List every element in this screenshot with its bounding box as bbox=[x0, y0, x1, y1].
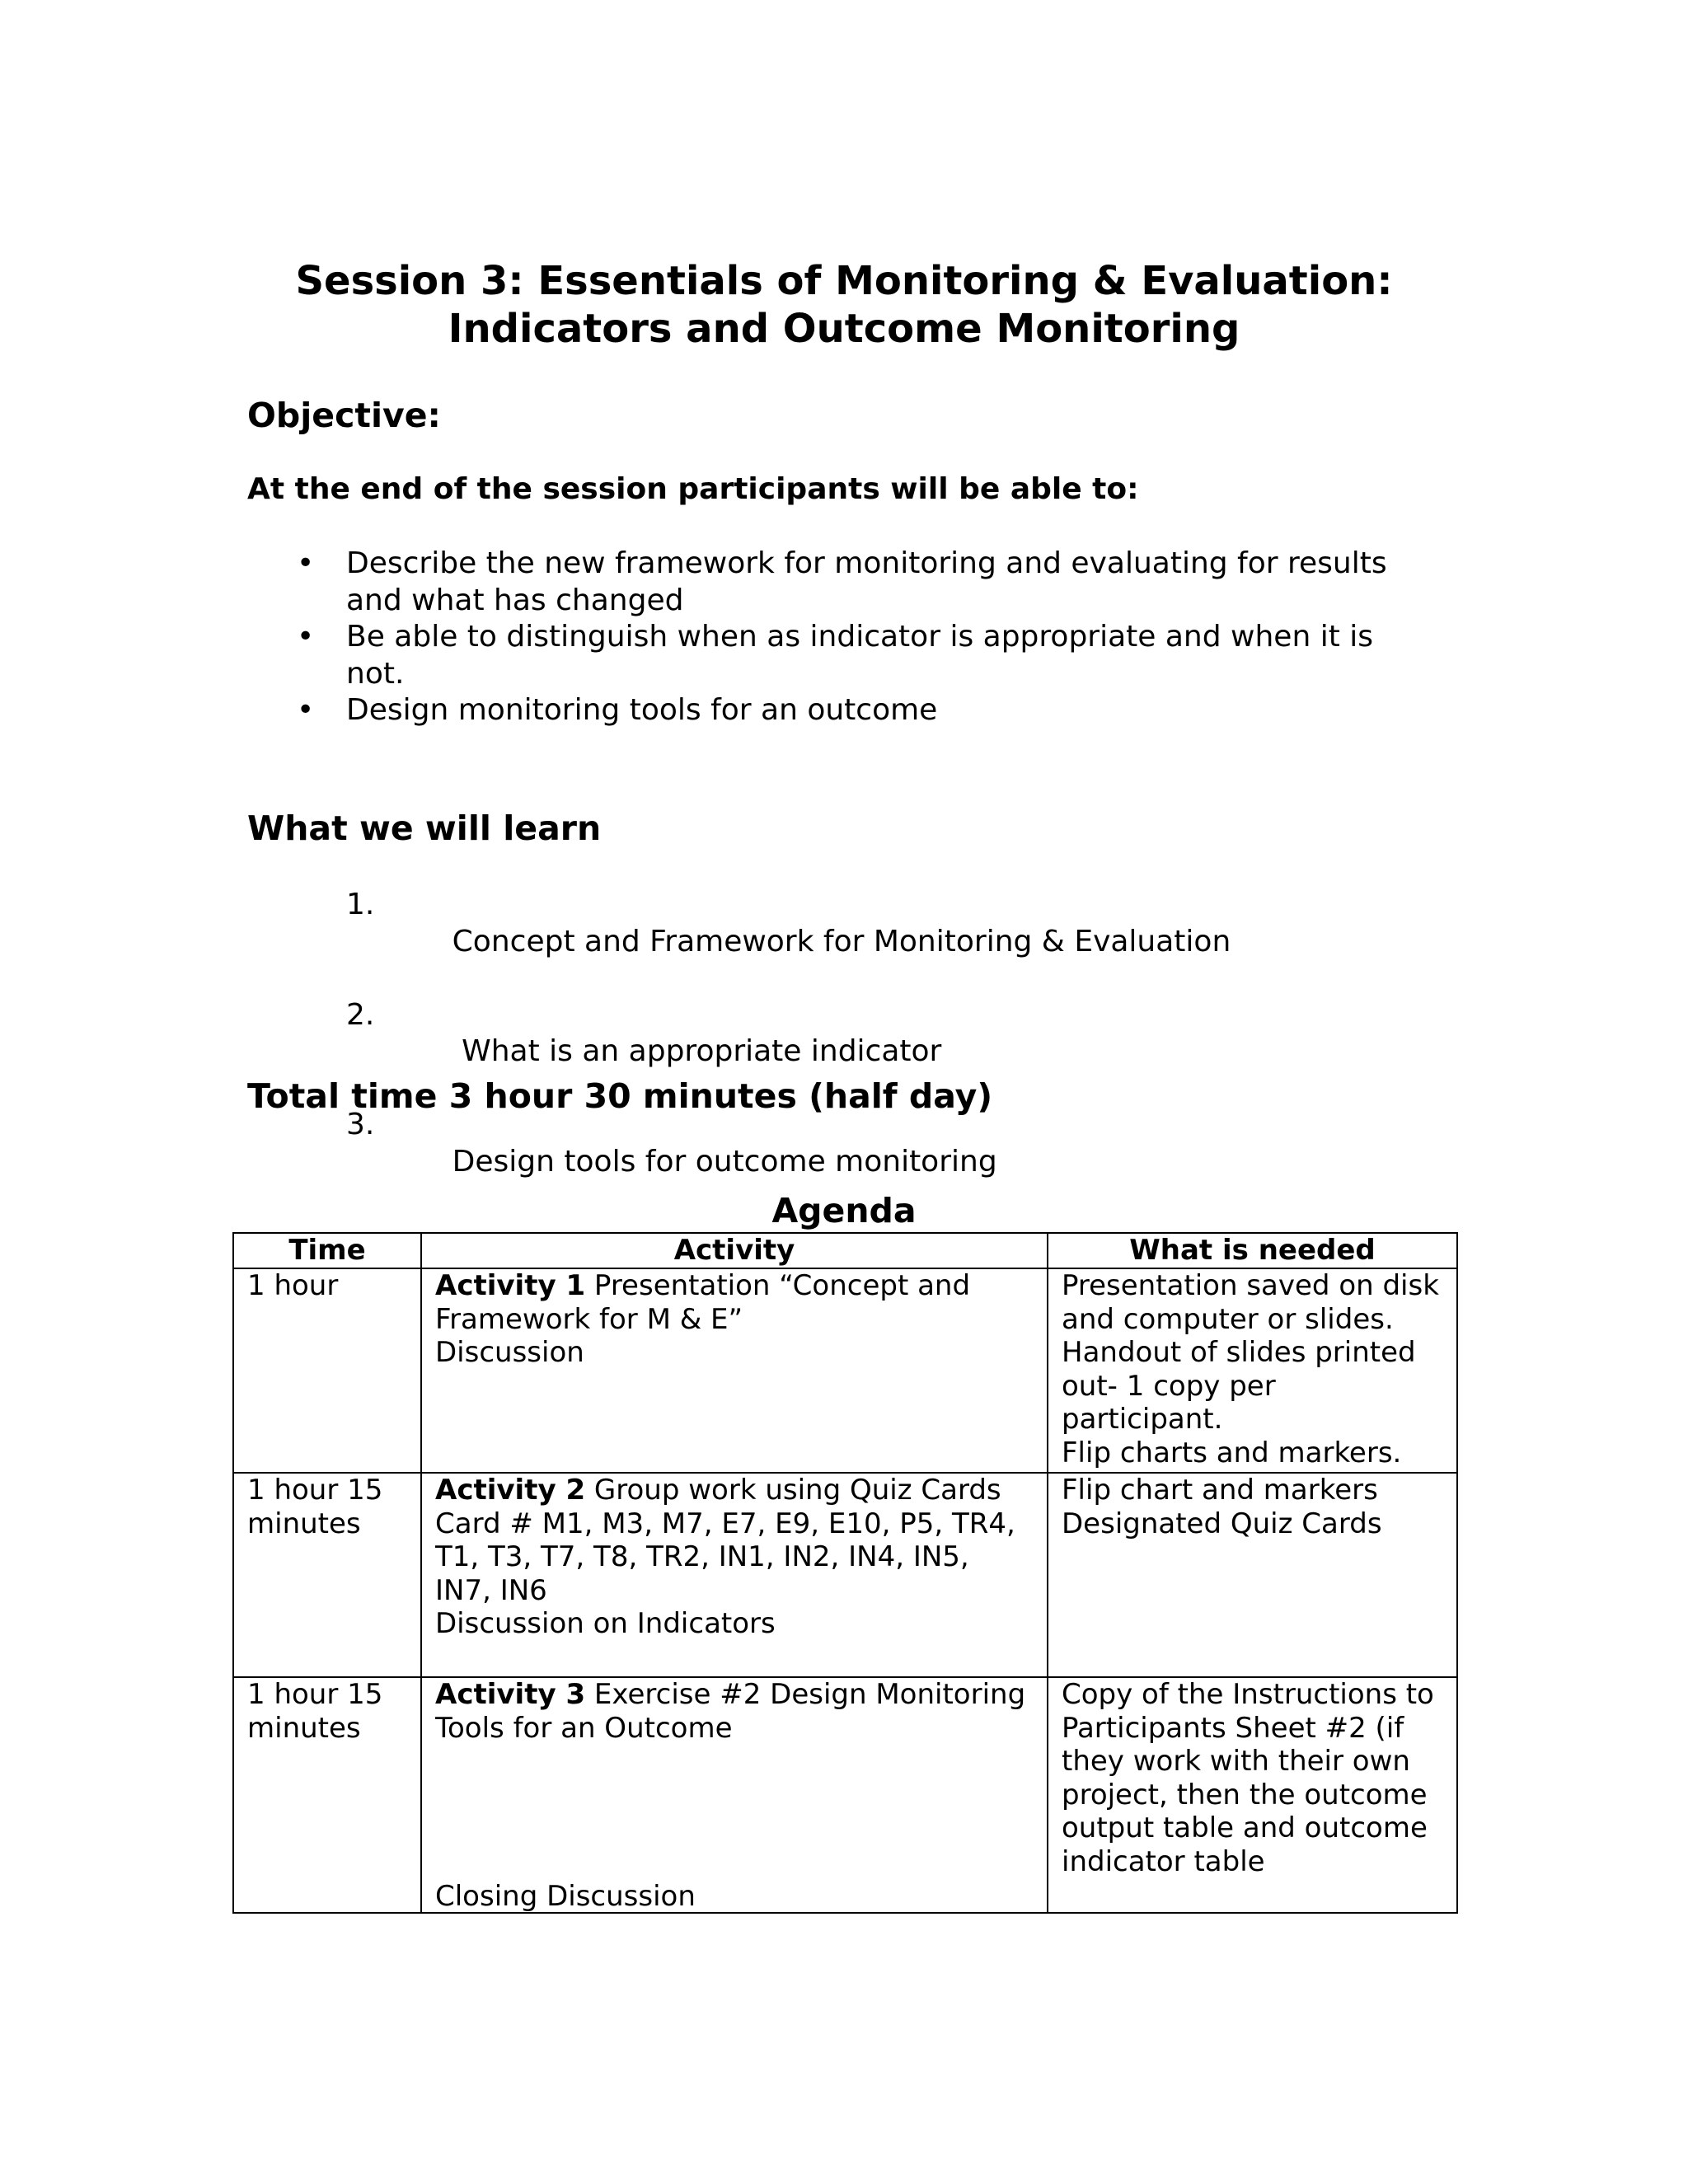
time-text: 1 hour bbox=[247, 1269, 339, 1302]
needed-cell bbox=[1048, 1677, 1457, 1913]
list-item-text: What is an appropriate indicator bbox=[452, 1034, 942, 1068]
activity-text bbox=[435, 1269, 1037, 1303]
column-header-activity: Activity bbox=[421, 1233, 1048, 1268]
activity-cell bbox=[421, 1473, 1048, 1677]
activity-cell bbox=[421, 1268, 1048, 1473]
list-item-text: Concept and Framework for Monitoring & Evaluation bbox=[452, 924, 1231, 958]
list-item-text: Design tools for outcome monitoring bbox=[452, 1144, 997, 1179]
learn-heading: What we will learn bbox=[247, 808, 602, 848]
list-number: 3. bbox=[346, 1108, 375, 1141]
activity-cell bbox=[421, 1677, 1048, 1913]
activity-label: Activity 2 bbox=[435, 1474, 586, 1507]
time-cell bbox=[233, 1473, 421, 1677]
needed-line: output table and outcome bbox=[1062, 1811, 1428, 1845]
needed-line: Flip charts and markers. bbox=[1062, 1436, 1402, 1469]
title-line-1: Session 3: Essentials of Monitoring & Evaluation: bbox=[295, 258, 1393, 304]
time-cell bbox=[233, 1268, 421, 1473]
time-text: 1 hour 15 bbox=[247, 1474, 383, 1507]
needed-line: Participants Sheet #2 (if bbox=[1062, 1711, 1404, 1745]
title-line-2: Indicators and Outcome Monitoring bbox=[448, 306, 1240, 352]
list-number: 1. bbox=[346, 888, 375, 921]
needed-line: Flip chart and markers bbox=[1062, 1474, 1378, 1507]
page-title bbox=[231, 257, 1457, 353]
learn-numbered-list bbox=[346, 887, 1231, 1217]
column-header-needed: What is needed bbox=[1048, 1233, 1457, 1268]
agenda-table bbox=[232, 1232, 1458, 1914]
needed-line: and computer or slides. bbox=[1062, 1302, 1394, 1336]
bullet-text: and what has changed bbox=[346, 583, 684, 617]
needed-line: they work with their own bbox=[1062, 1745, 1410, 1779]
list-number: 2. bbox=[346, 997, 375, 1032]
time-text: 1 hour 15 bbox=[247, 1678, 383, 1711]
activity-line: Presentation “Concept and bbox=[593, 1269, 971, 1302]
bullet-text: not. bbox=[346, 656, 405, 691]
agenda-title: Agenda bbox=[771, 1191, 917, 1230]
column-header-time: Time bbox=[233, 1233, 421, 1268]
objective-bullet-list bbox=[247, 546, 1451, 729]
needed-line: out- 1 copy per bbox=[1062, 1369, 1276, 1403]
total-time-heading: Total time 3 hour 30 minutes (half day) bbox=[247, 1076, 993, 1116]
activity-line: Exercise #2 Design Monitoring bbox=[593, 1678, 1026, 1711]
activity-line: IN7, IN6 bbox=[435, 1573, 547, 1607]
list-item bbox=[247, 692, 1451, 729]
time-text: minutes bbox=[247, 1711, 361, 1745]
activity-line: Discussion bbox=[435, 1336, 584, 1370]
bullet-icon: • bbox=[297, 693, 315, 727]
objective-subheading: At the end of the session participants will be able to: bbox=[247, 472, 1139, 506]
list-item bbox=[247, 619, 1451, 692]
table-header-row bbox=[233, 1233, 1457, 1268]
needed-line: Copy of the Instructions to bbox=[1062, 1678, 1434, 1711]
needed-cell bbox=[1048, 1473, 1457, 1677]
activity-line: T1, T3, T7, T8, TR2, IN1, IN2, IN4, IN5, bbox=[435, 1540, 969, 1574]
bullet-text: Describe the new framework for monitoring and evaluating for results bbox=[346, 546, 1387, 580]
needed-line: Presentation saved on disk bbox=[1062, 1269, 1439, 1302]
activity-line: Tools for an Outcome bbox=[435, 1711, 733, 1745]
activity-label: Activity 1 bbox=[435, 1269, 586, 1302]
objective-heading: Objective: bbox=[247, 396, 441, 435]
table-row bbox=[233, 1473, 1457, 1677]
activity-label: Activity 3 bbox=[435, 1678, 586, 1711]
bullet-icon: • bbox=[297, 546, 315, 580]
bullet-text: Design monitoring tools for an outcome bbox=[346, 693, 938, 727]
activity-line: Group work using Quiz Cards bbox=[593, 1474, 1001, 1507]
needed-line: Designated Quiz Cards bbox=[1062, 1507, 1382, 1540]
activity-line: Framework for M & E” bbox=[435, 1302, 743, 1336]
needed-line: indicator table bbox=[1062, 1844, 1265, 1878]
needed-line: project, then the outcome bbox=[1062, 1778, 1428, 1811]
table-row bbox=[233, 1268, 1457, 1473]
bullet-icon: • bbox=[297, 620, 315, 654]
needed-line: participant. bbox=[1062, 1403, 1223, 1436]
time-cell bbox=[233, 1677, 421, 1913]
activity-line: Card # M1, M3, M7, E7, E9, E10, P5, TR4, bbox=[435, 1507, 1015, 1540]
needed-cell bbox=[1048, 1268, 1457, 1473]
closing-discussion-text: Closing Discussion bbox=[435, 1880, 696, 1914]
needed-line: Handout of slides printed bbox=[1062, 1336, 1416, 1370]
activity-line: Discussion on Indicators bbox=[435, 1607, 776, 1641]
table-row bbox=[233, 1677, 1457, 1913]
bullet-text: Be able to distinguish when as indicator is appropriate and when it is bbox=[346, 620, 1374, 654]
time-text: minutes bbox=[247, 1507, 361, 1540]
list-item bbox=[346, 887, 1231, 997]
activity-text bbox=[435, 1678, 1037, 1712]
list-item bbox=[247, 546, 1451, 619]
activity-text bbox=[435, 1474, 1037, 1507]
